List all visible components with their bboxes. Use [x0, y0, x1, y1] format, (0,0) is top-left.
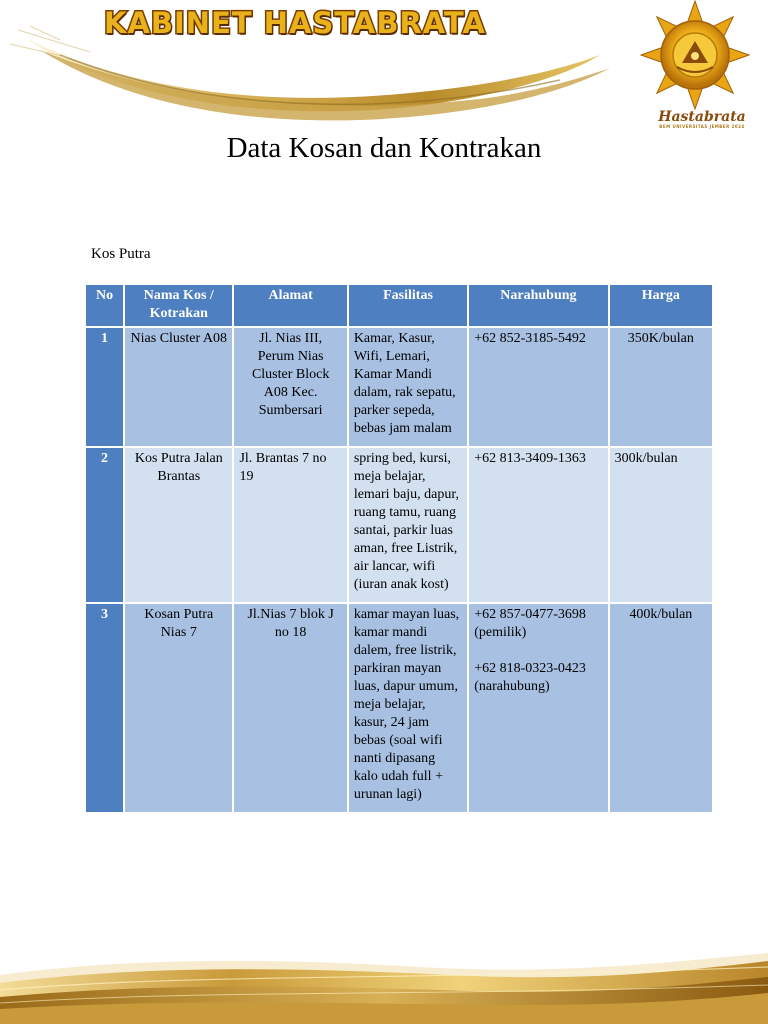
cell-no: 2: [86, 448, 123, 602]
section-heading: Kos Putra: [91, 246, 151, 262]
cell-narahubung: [469, 448, 607, 602]
cell-nama: Kosan Putra Nias 7: [125, 604, 232, 812]
contact-spacer: [474, 642, 602, 660]
cell-narahubung: [469, 328, 607, 446]
cell-nama: Kos Putra Jalan Brantas: [125, 448, 232, 602]
col-header-no: No: [86, 285, 123, 326]
contact-primary: +62 852-3185-5492: [474, 331, 586, 346]
contact-primary: +62 813-3409-1363: [474, 451, 586, 466]
cell-fasilitas: Kamar, Kasur, Wifi, Lemari, Kamar Mandi dalam, rak sepatu, parker sepeda, bebas jam malam: [349, 328, 467, 446]
cell-narahubung: [469, 604, 607, 812]
cell-harga: 300k/bulan: [610, 448, 712, 602]
cell-no: 1: [86, 328, 123, 446]
cell-nama: Nias Cluster A08: [125, 328, 232, 446]
brand-title: KABINET HASTABRATA: [104, 6, 486, 40]
cell-fasilitas: kamar mayan luas, kamar mandi dalem, free listrik, parkiran mayan luas, dapur umum, meja belajar, kasur, 24 jam bebas (soal wifi nanti dipasang kalo udah full + urunan lagi): [349, 604, 467, 812]
table-row: [86, 604, 712, 812]
table-row: [86, 328, 712, 446]
col-header-fasilitas: Fasilitas: [349, 285, 467, 326]
cell-fasilitas: spring bed, kursi, meja belajar, lemari baju, dapur, ruang tamu, ruang santai, parkir luas aman, free Listrik, air lancar, wifi (iuran anak kost): [349, 448, 467, 602]
col-header-alamat: Alamat: [234, 285, 346, 326]
col-header-nama: Nama Kos / Kotrakan: [125, 285, 232, 326]
gold-wave-footer-decoration: [0, 945, 768, 1024]
kosan-table: [84, 283, 714, 814]
cell-alamat: Jl.Nias 7 blok J no 18: [234, 604, 346, 812]
page-header: [0, 0, 768, 140]
cell-harga: 350K/bulan: [610, 328, 712, 446]
cell-alamat: Jl. Brantas 7 no 19: [234, 448, 346, 602]
table-row: [86, 448, 712, 602]
col-header-harga: Harga: [610, 285, 712, 326]
table-header-row: [86, 285, 712, 326]
col-header-narahubung: Narahubung: [469, 285, 607, 326]
contact-primary: +62 857-0477-3698 (pemilik): [474, 607, 586, 640]
logo-wordmark: Hastabrata: [658, 109, 746, 125]
cell-no: 3: [86, 604, 123, 812]
page-title: Data Kosan dan Kontrakan: [226, 132, 542, 164]
cell-harga: 400k/bulan: [610, 604, 712, 812]
contact-secondary: +62 818-0323-0423 (narahubung): [474, 661, 586, 694]
logo-subtitle: BEM UNIVERSITAS JEMBER 2024: [659, 124, 745, 129]
cell-alamat: Jl. Nias III, Perum Nias Cluster Block A08 Kec. Sumbersari: [234, 328, 346, 446]
